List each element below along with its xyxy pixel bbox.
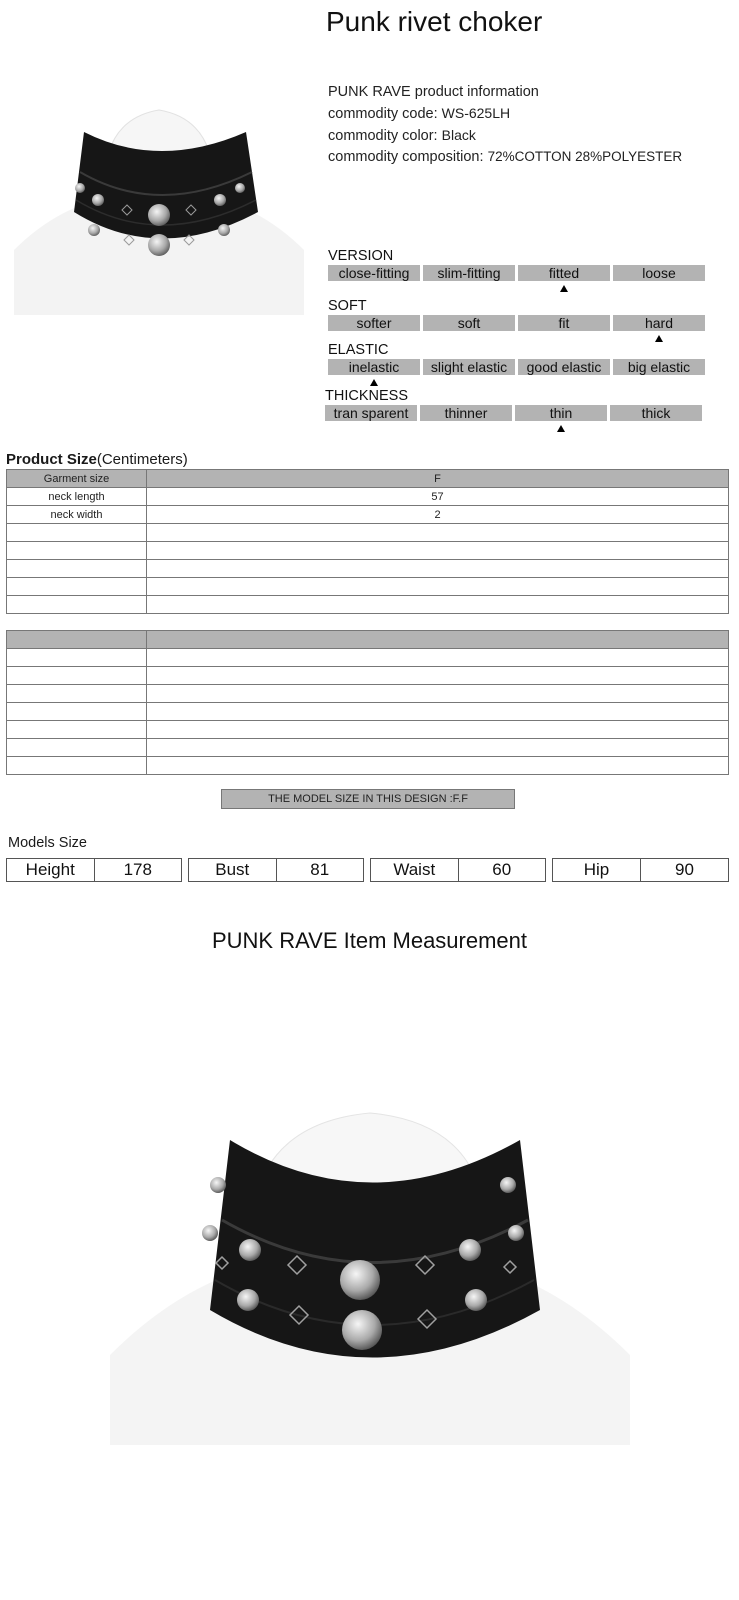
elastic-selected-marker [370,379,378,386]
model-stat-value: 90 [675,860,694,879]
row-label [7,524,147,542]
secondary-size-table [6,630,729,775]
product-photo-large [110,1105,630,1445]
elastic-scale [328,359,705,375]
table-row [7,685,729,703]
soft-option: softer [328,315,420,331]
elastic-option: good elastic [518,359,610,375]
row-value [147,596,729,614]
table-row [7,649,729,667]
color-value: Black [441,127,476,143]
soft-option: hard [613,315,705,331]
row-value: 2 [147,506,729,524]
table-row [7,542,729,560]
row-value [147,703,729,721]
product-size-heading [6,451,188,468]
elastic-option: big elastic [613,359,705,375]
model-stat-name: Waist [371,859,459,881]
model-size-note: THE MODEL SIZE IN THIS DESIGN :F.F [221,789,515,809]
row-value [147,524,729,542]
measurement-title: PUNK RAVE Item Measurement [211,928,528,953]
row-label [7,649,147,667]
code-label: commodity code: [328,106,438,122]
table-row [7,757,729,775]
models-size-label: Models Size [8,835,87,851]
model-stat-value: 178 [123,860,152,879]
table-row [7,524,729,542]
row-label [7,667,147,685]
header-cell: Garment size [7,470,147,488]
row-label [7,578,147,596]
commodity-color [328,127,476,144]
soft-selected-marker [655,335,663,342]
table-row [7,703,729,721]
composition-label: commodity composition: [328,149,484,165]
elastic-label: ELASTIC [328,342,389,358]
soft-label: SOFT [328,298,367,314]
table-row [7,578,729,596]
model-stat-value: 60 [492,860,512,879]
row-value [147,685,729,703]
model-stat-name: Hip [553,859,641,881]
model-stat-value: 81 [310,860,330,879]
model-hip-box [552,858,729,882]
product-title: Punk rivet choker [326,6,543,37]
product-photo-top [14,100,304,315]
thickness-selected-marker [557,425,565,432]
composition-value: 72%COTTON 28%POLYESTER [487,149,683,164]
product-size-table [6,469,729,614]
row-value [147,739,729,757]
table-row [7,596,729,614]
model-height-box [6,858,182,882]
row-label [7,596,147,614]
version-selected-marker [560,285,568,292]
version-label: VERSION [328,248,394,264]
table-header-row [7,470,729,488]
info-heading: PUNK RAVE product information [328,84,539,100]
row-label [7,721,147,739]
code-value: WS-625LH [441,105,511,121]
version-option: close-fitting [328,265,420,281]
soft-option: fit [518,315,610,331]
table-row [7,739,729,757]
header-cell: F [147,470,729,488]
thickness-option: thin [515,405,607,421]
table-row [7,506,729,524]
row-value [147,542,729,560]
model-waist-box [370,858,546,882]
header-cell [7,631,147,649]
model-bust-box [188,858,364,882]
thickness-scale [325,405,702,421]
elastic-option: slight elastic [423,359,515,375]
thickness-option: thinner [420,405,512,421]
row-label [7,703,147,721]
row-label [7,685,147,703]
commodity-code [328,105,510,122]
commodity-composition [328,149,682,165]
row-value [147,721,729,739]
table-row [7,667,729,685]
table-row [7,560,729,578]
version-option: fitted [518,265,610,281]
row-label [7,739,147,757]
product-size-unit: (Centimeters) [96,451,188,468]
table-row [7,721,729,739]
soft-scale [328,315,705,331]
row-label [7,757,147,775]
product-size-title: Product Size [6,451,97,468]
row-value [147,560,729,578]
thickness-option: tran sparent [325,405,417,421]
elastic-option: inelastic [328,359,420,375]
table-header-row [7,631,729,649]
row-value: 57 [147,488,729,506]
row-label: neck width [7,506,147,524]
row-label: neck length [7,488,147,506]
row-value [147,667,729,685]
version-scale [328,265,705,281]
model-stat-name: Bust [189,859,277,881]
row-label [7,542,147,560]
model-stat-name: Height [7,859,95,881]
table-row [7,488,729,506]
soft-option: soft [423,315,515,331]
thickness-option: thick [610,405,702,421]
color-label: commodity color: [328,128,438,144]
thickness-label: THICKNESS [325,388,408,404]
row-value [147,757,729,775]
row-value [147,649,729,667]
version-option: loose [613,265,705,281]
header-cell [147,631,729,649]
version-option: slim-fitting [423,265,515,281]
row-label [7,560,147,578]
row-value [147,578,729,596]
